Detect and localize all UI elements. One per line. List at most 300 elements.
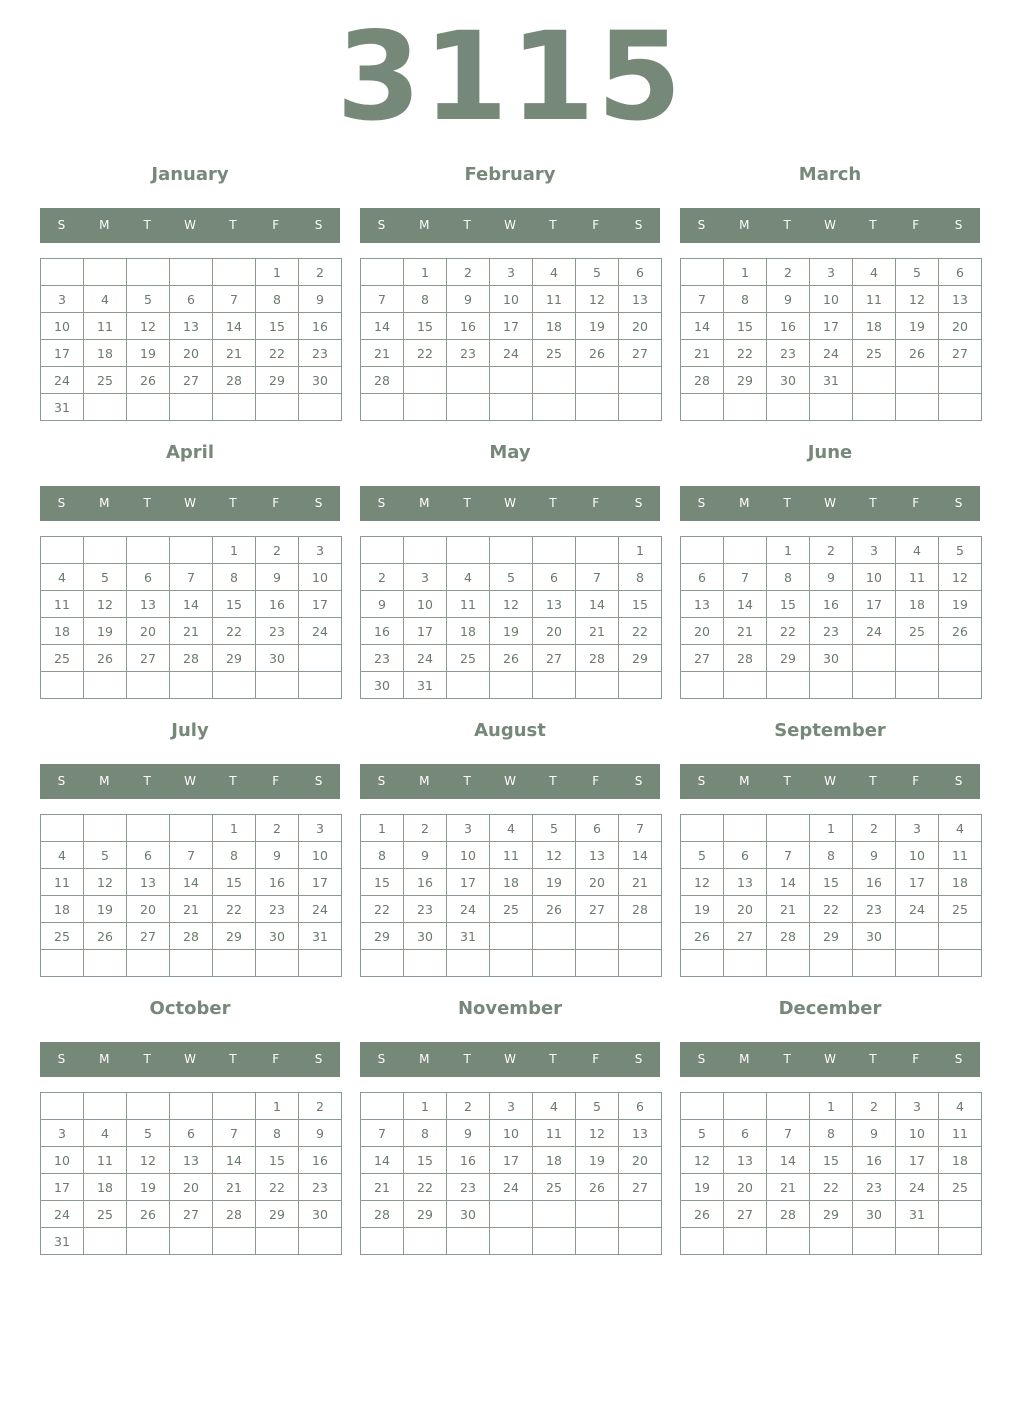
day-cell: 8 [619, 564, 662, 591]
day-cell: 4 [41, 564, 84, 591]
day-cell: 13 [939, 286, 982, 313]
day-cell: 13 [724, 869, 767, 896]
day-cell: 20 [939, 313, 982, 340]
day-cell: 10 [896, 842, 939, 869]
weekday-label: M [419, 218, 430, 232]
day-cell [576, 1201, 619, 1228]
day-cell: 23 [853, 896, 896, 923]
day-cell [213, 950, 256, 977]
day-cell: 15 [810, 869, 853, 896]
weekday-label: T [783, 1052, 791, 1066]
day-cell [853, 367, 896, 394]
day-cell: 12 [681, 1147, 724, 1174]
day-cell [41, 1093, 84, 1120]
weekday-header [680, 764, 980, 799]
weekday-label: T [549, 218, 557, 232]
weekday-label: S [57, 774, 66, 788]
day-cell: 24 [896, 1174, 939, 1201]
weekday-label: T [463, 496, 471, 510]
week-row [681, 286, 982, 313]
day-cell [533, 367, 576, 394]
day-cell: 10 [447, 842, 490, 869]
day-cell: 15 [213, 591, 256, 618]
day-cell: 3 [490, 259, 533, 286]
day-cell: 1 [361, 815, 404, 842]
weekday-header [360, 1042, 660, 1077]
day-cell: 23 [299, 340, 342, 367]
day-cell [404, 950, 447, 977]
day-cell: 26 [127, 367, 170, 394]
weekday-label: F [592, 1052, 600, 1066]
weekday-label: M [419, 774, 430, 788]
weekday-label: S [314, 1052, 323, 1066]
day-cell: 20 [724, 896, 767, 923]
day-cell: 3 [299, 815, 342, 842]
week-row [361, 286, 662, 313]
day-cell: 1 [810, 1093, 853, 1120]
month-name: May [489, 442, 531, 463]
day-cell: 21 [170, 618, 213, 645]
day-cell: 18 [84, 340, 127, 367]
day-cell: 5 [576, 1093, 619, 1120]
day-cell [576, 394, 619, 421]
weekday-label: T [463, 1052, 471, 1066]
day-cell: 20 [127, 896, 170, 923]
day-cell: 6 [576, 815, 619, 842]
day-cell: 18 [41, 896, 84, 923]
day-grid [680, 258, 982, 421]
day-cell: 10 [896, 1120, 939, 1147]
day-cell: 17 [299, 591, 342, 618]
day-cell: 5 [939, 537, 982, 564]
weekday-label: F [592, 218, 600, 232]
day-cell [41, 672, 84, 699]
week-row [361, 340, 662, 367]
day-cell: 17 [41, 340, 84, 367]
day-cell: 12 [84, 591, 127, 618]
day-cell: 12 [84, 869, 127, 896]
weekday-label: M [99, 218, 110, 232]
weekday-header [40, 764, 340, 799]
day-cell: 14 [361, 313, 404, 340]
day-cell [256, 394, 299, 421]
day-cell: 28 [361, 1201, 404, 1228]
day-cell: 12 [576, 286, 619, 313]
day-cell [939, 1228, 982, 1255]
day-cell [84, 537, 127, 564]
day-cell: 7 [576, 564, 619, 591]
day-cell: 12 [533, 842, 576, 869]
week-row [41, 618, 342, 645]
week-row [681, 340, 982, 367]
day-cell: 5 [533, 815, 576, 842]
day-cell: 23 [447, 1174, 490, 1201]
week-row [41, 1174, 342, 1201]
week-row [41, 950, 342, 977]
day-cell: 9 [361, 591, 404, 618]
day-cell [41, 259, 84, 286]
day-cell: 27 [724, 923, 767, 950]
day-cell [576, 367, 619, 394]
day-cell: 16 [767, 313, 810, 340]
day-cell [447, 950, 490, 977]
day-cell [681, 537, 724, 564]
day-cell: 3 [447, 815, 490, 842]
day-cell [404, 394, 447, 421]
day-cell: 24 [299, 896, 342, 923]
day-cell [361, 259, 404, 286]
day-cell: 16 [256, 869, 299, 896]
day-cell: 20 [619, 1147, 662, 1174]
week-row [361, 842, 662, 869]
day-grid [680, 1092, 982, 1255]
day-cell [939, 672, 982, 699]
day-cell [576, 923, 619, 950]
day-cell: 17 [447, 869, 490, 896]
day-cell [767, 394, 810, 421]
weekday-label: F [912, 218, 920, 232]
week-row [681, 1093, 982, 1120]
day-cell: 9 [404, 842, 447, 869]
day-cell: 28 [767, 1201, 810, 1228]
week-row [681, 950, 982, 977]
day-cell: 24 [404, 645, 447, 672]
day-cell: 25 [896, 618, 939, 645]
day-cell [490, 394, 533, 421]
weekday-label: M [99, 496, 110, 510]
week-row [41, 1093, 342, 1120]
day-cell: 2 [853, 815, 896, 842]
day-cell [84, 672, 127, 699]
weekday-label: W [504, 1052, 516, 1066]
day-cell: 2 [299, 259, 342, 286]
weekday-label: F [592, 496, 600, 510]
day-cell [810, 1228, 853, 1255]
day-cell: 12 [681, 869, 724, 896]
day-cell: 28 [619, 896, 662, 923]
day-cell [681, 394, 724, 421]
day-cell: 7 [619, 815, 662, 842]
day-cell: 29 [724, 367, 767, 394]
day-cell: 24 [41, 1201, 84, 1228]
day-cell [619, 394, 662, 421]
week-row [41, 842, 342, 869]
day-cell [84, 1228, 127, 1255]
month-name: January [151, 164, 229, 185]
day-cell: 11 [533, 1120, 576, 1147]
day-cell [404, 537, 447, 564]
week-row [681, 394, 982, 421]
day-cell: 8 [404, 1120, 447, 1147]
weekday-header [360, 208, 660, 243]
day-cell: 14 [681, 313, 724, 340]
day-cell: 31 [41, 394, 84, 421]
day-cell: 19 [681, 1174, 724, 1201]
day-cell: 25 [939, 896, 982, 923]
day-cell: 28 [724, 645, 767, 672]
weekday-label: W [824, 1052, 836, 1066]
week-row [681, 591, 982, 618]
day-cell [447, 394, 490, 421]
day-cell [84, 1093, 127, 1120]
day-cell: 31 [896, 1201, 939, 1228]
day-cell: 9 [299, 1120, 342, 1147]
day-cell: 10 [810, 286, 853, 313]
day-cell: 20 [170, 1174, 213, 1201]
day-cell: 29 [213, 645, 256, 672]
week-row [41, 394, 342, 421]
week-row [681, 367, 982, 394]
weekday-label: W [824, 774, 836, 788]
day-cell: 16 [447, 1147, 490, 1174]
weekday-label: W [184, 218, 196, 232]
day-cell: 29 [619, 645, 662, 672]
weekday-label: T [143, 218, 151, 232]
day-cell: 12 [896, 286, 939, 313]
day-cell: 20 [681, 618, 724, 645]
day-cell: 27 [533, 645, 576, 672]
day-cell: 18 [490, 869, 533, 896]
day-cell [447, 1228, 490, 1255]
day-cell: 22 [213, 896, 256, 923]
day-cell: 2 [853, 1093, 896, 1120]
week-row [361, 950, 662, 977]
weekday-label: T [549, 774, 557, 788]
weekday-label: S [697, 218, 706, 232]
day-cell: 13 [533, 591, 576, 618]
day-cell: 10 [41, 1147, 84, 1174]
day-cell: 17 [404, 618, 447, 645]
day-cell: 9 [256, 564, 299, 591]
day-cell: 18 [533, 1147, 576, 1174]
weekday-label: M [739, 1052, 750, 1066]
day-grid [680, 814, 982, 977]
day-cell: 2 [256, 537, 299, 564]
week-row [41, 923, 342, 950]
day-cell: 16 [853, 869, 896, 896]
day-cell: 13 [127, 591, 170, 618]
day-cell: 22 [724, 340, 767, 367]
day-cell [853, 1228, 896, 1255]
day-cell: 21 [213, 340, 256, 367]
day-cell [299, 1228, 342, 1255]
day-cell: 1 [404, 1093, 447, 1120]
day-cell [256, 1228, 299, 1255]
week-row [41, 537, 342, 564]
day-cell [447, 367, 490, 394]
day-cell: 16 [299, 1147, 342, 1174]
day-cell [896, 950, 939, 977]
day-cell: 18 [896, 591, 939, 618]
weekday-label: F [272, 774, 280, 788]
day-cell: 19 [576, 313, 619, 340]
month-name: February [464, 164, 556, 185]
day-cell: 17 [810, 313, 853, 340]
day-cell: 24 [896, 896, 939, 923]
day-cell: 7 [213, 1120, 256, 1147]
month-name: July [171, 720, 209, 741]
day-cell: 7 [724, 564, 767, 591]
day-grid [360, 536, 662, 699]
day-cell: 7 [170, 842, 213, 869]
day-cell: 14 [724, 591, 767, 618]
day-grid [360, 814, 662, 977]
weekday-label: T [783, 496, 791, 510]
day-cell: 30 [767, 367, 810, 394]
week-row [41, 286, 342, 313]
day-cell: 22 [213, 618, 256, 645]
day-cell [490, 672, 533, 699]
day-grid [680, 536, 982, 699]
week-row [361, 1147, 662, 1174]
week-row [681, 896, 982, 923]
day-grid [40, 258, 342, 421]
day-cell: 8 [404, 286, 447, 313]
day-cell: 24 [41, 367, 84, 394]
week-row [41, 340, 342, 367]
day-cell: 22 [404, 340, 447, 367]
day-cell: 12 [939, 564, 982, 591]
day-cell: 27 [619, 340, 662, 367]
day-cell: 4 [533, 1093, 576, 1120]
day-cell [576, 950, 619, 977]
day-cell: 11 [896, 564, 939, 591]
day-cell: 5 [490, 564, 533, 591]
day-cell [533, 672, 576, 699]
day-cell: 23 [361, 645, 404, 672]
weekday-label: T [869, 1052, 877, 1066]
week-row [681, 313, 982, 340]
weekday-label: W [504, 496, 516, 510]
week-row [361, 896, 662, 923]
day-cell: 22 [256, 1174, 299, 1201]
weekday-label: T [229, 218, 237, 232]
weekday-label: T [463, 774, 471, 788]
day-grid [360, 258, 662, 421]
day-cell: 24 [299, 618, 342, 645]
day-cell: 21 [361, 1174, 404, 1201]
day-cell [213, 672, 256, 699]
day-cell: 14 [361, 1147, 404, 1174]
day-cell [127, 1228, 170, 1255]
day-cell: 22 [256, 340, 299, 367]
day-cell: 29 [810, 1201, 853, 1228]
day-cell: 19 [939, 591, 982, 618]
weekday-label: S [634, 218, 643, 232]
day-cell: 27 [170, 367, 213, 394]
day-cell: 2 [361, 564, 404, 591]
day-cell: 15 [404, 313, 447, 340]
week-row [41, 896, 342, 923]
weekday-label: S [314, 496, 323, 510]
weekday-header [360, 764, 660, 799]
day-cell: 13 [170, 1147, 213, 1174]
day-cell: 19 [490, 618, 533, 645]
day-cell: 16 [404, 869, 447, 896]
day-cell: 16 [256, 591, 299, 618]
day-cell: 29 [256, 1201, 299, 1228]
day-cell: 14 [170, 591, 213, 618]
day-cell: 1 [619, 537, 662, 564]
weekday-label: M [739, 774, 750, 788]
day-cell: 15 [404, 1147, 447, 1174]
day-cell: 1 [256, 1093, 299, 1120]
day-cell: 13 [681, 591, 724, 618]
day-cell: 26 [681, 923, 724, 950]
day-cell [213, 394, 256, 421]
day-cell: 24 [853, 618, 896, 645]
day-cell: 8 [724, 286, 767, 313]
day-cell: 4 [447, 564, 490, 591]
week-row [361, 367, 662, 394]
weekday-label: S [954, 496, 963, 510]
day-cell: 2 [447, 1093, 490, 1120]
day-cell [490, 1201, 533, 1228]
day-cell [681, 1093, 724, 1120]
day-cell [896, 394, 939, 421]
week-row [361, 564, 662, 591]
day-cell: 15 [361, 869, 404, 896]
day-cell: 26 [576, 340, 619, 367]
weekday-label: T [869, 496, 877, 510]
weekday-label: F [272, 496, 280, 510]
day-cell: 25 [533, 1174, 576, 1201]
day-cell: 11 [939, 1120, 982, 1147]
weekday-label: T [783, 774, 791, 788]
day-cell: 19 [127, 1174, 170, 1201]
day-cell: 19 [84, 896, 127, 923]
week-row [361, 259, 662, 286]
day-cell: 4 [533, 259, 576, 286]
day-cell: 8 [810, 842, 853, 869]
day-cell: 20 [576, 869, 619, 896]
day-cell: 17 [853, 591, 896, 618]
day-cell: 21 [681, 340, 724, 367]
day-cell: 6 [170, 286, 213, 313]
day-cell: 21 [213, 1174, 256, 1201]
day-cell [84, 394, 127, 421]
day-cell [767, 1228, 810, 1255]
day-cell: 9 [810, 564, 853, 591]
day-cell: 27 [619, 1174, 662, 1201]
day-cell: 22 [810, 896, 853, 923]
day-cell: 29 [767, 645, 810, 672]
day-cell: 9 [767, 286, 810, 313]
day-cell: 12 [490, 591, 533, 618]
day-cell: 21 [619, 869, 662, 896]
day-cell: 6 [724, 1120, 767, 1147]
day-cell: 26 [84, 645, 127, 672]
day-cell: 19 [127, 340, 170, 367]
weekday-label: S [954, 1052, 963, 1066]
day-cell [533, 1228, 576, 1255]
day-cell: 12 [127, 313, 170, 340]
day-cell: 25 [533, 340, 576, 367]
day-cell: 10 [299, 564, 342, 591]
day-cell: 13 [619, 286, 662, 313]
day-cell [490, 950, 533, 977]
day-cell: 5 [84, 842, 127, 869]
day-cell: 3 [299, 537, 342, 564]
day-cell: 29 [213, 923, 256, 950]
day-cell [170, 1228, 213, 1255]
day-cell: 24 [490, 1174, 533, 1201]
day-cell [896, 367, 939, 394]
weekday-label: M [739, 218, 750, 232]
weekday-label: T [869, 774, 877, 788]
day-cell: 7 [213, 286, 256, 313]
day-cell [810, 394, 853, 421]
